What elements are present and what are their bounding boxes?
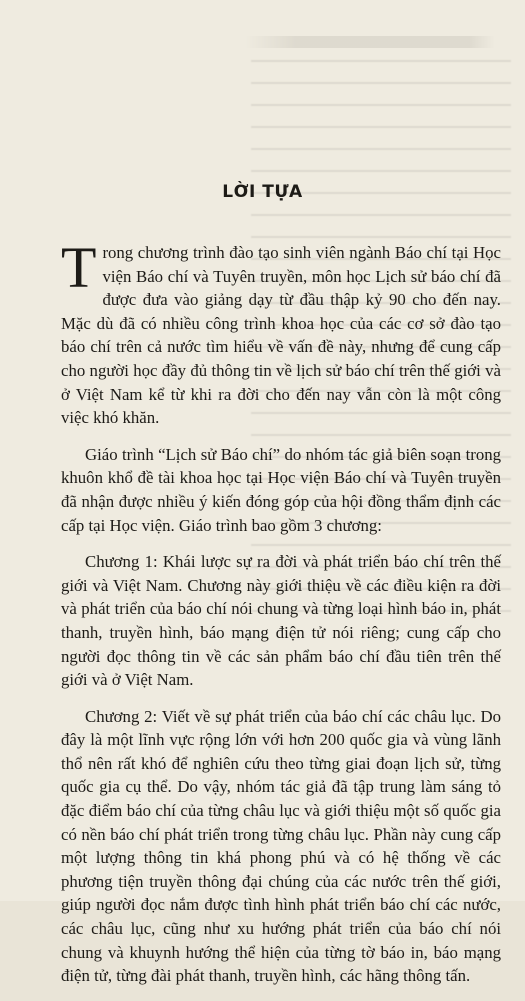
paragraph-2: Giáo trình “Lịch sử Báo chí” do nhóm tác giả biên soạn trong khuôn khổ đề tài khoa học tại Học viện Báo chí và Tuyên truyền đã nhận được nhiều ý kiến đóng góp của hội đồng thẩm định các cấp tại Học viện. Giáo trình bao gồm 3 chương: <box>61 444 501 535</box>
paragraph-3: Chương 1: Khái lược sự ra đời và phát triển báo chí trên thế giới và Việt Nam. Chương này giới thiệu về các điều kiện ra đời và phát triển của báo chí nói chung và từng loại hình báo in, phát thanh, truyền hình, báo mạng điện tử nói riêng; cung cấp cho người đọc thông tin về các sản phẩm báo chí đầu tiên trên thế giới và ở Việt Nam. <box>61 552 501 690</box>
drop-cap: T <box>61 235 97 300</box>
preface-body <box>61 235 501 1001</box>
paragraph-1-text: rong chương trình đào tạo sinh viên ngành Báo chí tại Học viện Báo chí và Tuyên truyền, môn học Lịch sử báo chí đã được đưa vào giảng dạy từ đầu thập kỷ 90 cho đến nay. Mặc dù đã có nhiều công trình khoa học của các cơ sở đào tạo báo chí trên cả nước tìm hiểu về vấn đề này, nhưng để cung cấp cho người học đầy đủ thông tin về lịch sử báo chí trên thế giới và ở Việt Nam kể từ khi ra đời cho đến nay vẫn còn là một công việc khó khăn. <box>61 243 501 428</box>
bleed-through-header <box>245 36 495 48</box>
paragraph-4: Chương 2: Viết về sự phát triển của báo chí các châu lục. Do đây là một lĩnh vực rộng lớn với hơn 200 quốc gia và vùng lãnh thổ nên rất khó để nghiên cứu theo từng giai đoạn lịch sử, từng quốc gia cụ thể. Do vậy, nhóm tác giả đã tập trung làm sáng tỏ đặc điểm báo chí của từng châu lục và giới thiệu một số quốc gia có nền báo chí phát triển trong từng châu lục. Phần này cung cấp một lượng thông tin khá phong phú và có hệ thống về các phương tiện truyền thông đại chúng của các nước trên thế giới, giúp người đọc nắm được tình hình phát triển báo chí các nước, các châu lục, cũng như xu hướng phát triển của báo chí nói chung và khuynh hướng thể hiện của từng tờ báo in, báo mạng điện tử, từng đài phát thanh, truyền hình, các hãng thông tấn. <box>61 706 501 986</box>
page-title: LỜI TỰA <box>222 182 303 202</box>
paragraph-1 <box>61 235 501 430</box>
